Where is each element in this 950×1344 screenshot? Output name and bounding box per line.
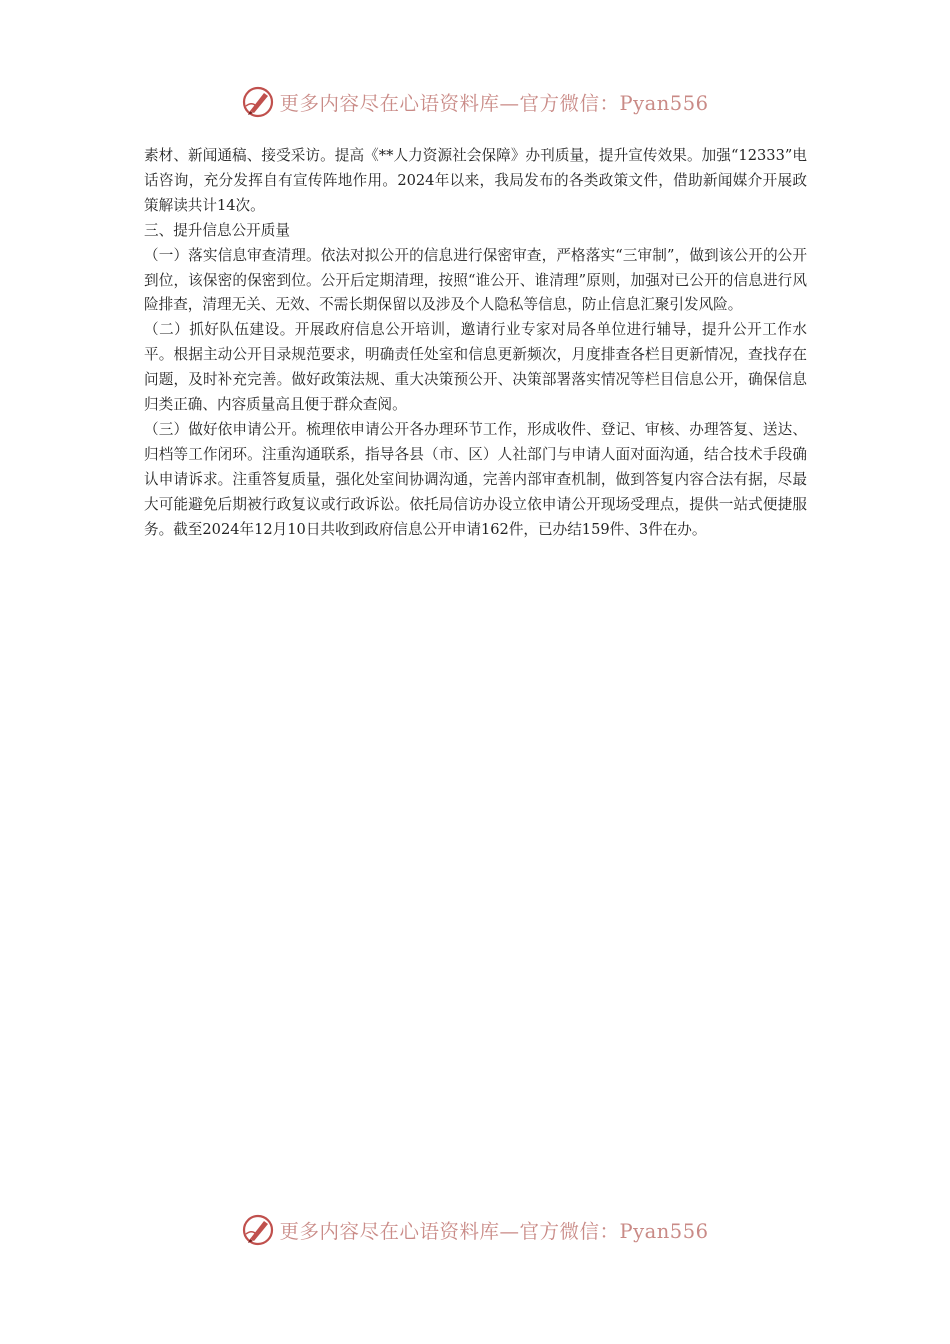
watermark-banner-top [0, 82, 950, 122]
paragraph: （二）抓好队伍建设。开展政府信息公开培训，邀请行业专家对局各单位进行辅导，提升公开工作水平。根据主动公开目录规范要求，明确责任处室和信息更新频次，月度排查各栏目更新情况，查找存在问题，及时补充完善。做好政策法规、重大决策预公开、决策部署落实情况等栏目信息公开，确保信息归类正确、内容质量高且便于群众查阅。 [144, 321, 807, 414]
pen-logo-icon [241, 85, 275, 119]
pen-logo-icon [241, 1213, 275, 1247]
watermark-banner-bottom [0, 1210, 950, 1250]
document-body [144, 144, 807, 543]
watermark-text: 更多内容尽在心语资料库—官方微信：Pyan556 [279, 1220, 709, 1243]
section-heading: 三、提升信息公开质量 [144, 221, 290, 239]
paragraph: （三）做好依申请公开。梳理依申请公开各办理环节工作，形成收件、登记、审核、办理答复、送达、归档等工作闭环。注重沟通联系，指导各县（市、区）人社部门与申请人面对面沟通，结合技术手段确认申请诉求。注重答复质量，强化处室间协调沟通，完善内部审查机制，做到答复内容合法有据，尽最大可能避免后期被行政复议或行政诉讼。依托局信访办设立依申请公开现场受理点，提供一站式便捷服务。截至2024年12月10日共收到政府信息公开申请162件，已办结159件、3件在办。 [144, 420, 807, 538]
paragraph: （一）落实信息审查清理。依法对拟公开的信息进行保密审查，严格落实“三审制”，做到该公开的公开到位，该保密的保密到位。公开后定期清理，按照“谁公开、谁清理”原则，加强对已公开的信息进行风险排查，清理无关、无效、不需长期保留以及涉及个人隐私等信息，防止信息汇聚引发风险。 [144, 246, 807, 314]
paragraph: 素材、新闻通稿、接受采访。提高《**人力资源社会保障》办刊质量，提升宣传效果。加强“12333”电话咨询，充分发挥自有宣传阵地作用。2024年以来，我局发布的各类政策文件，借助新闻媒介开展政策解读共计14次。 [144, 147, 807, 214]
watermark-text: 更多内容尽在心语资料库—官方微信：Pyan556 [279, 92, 709, 115]
